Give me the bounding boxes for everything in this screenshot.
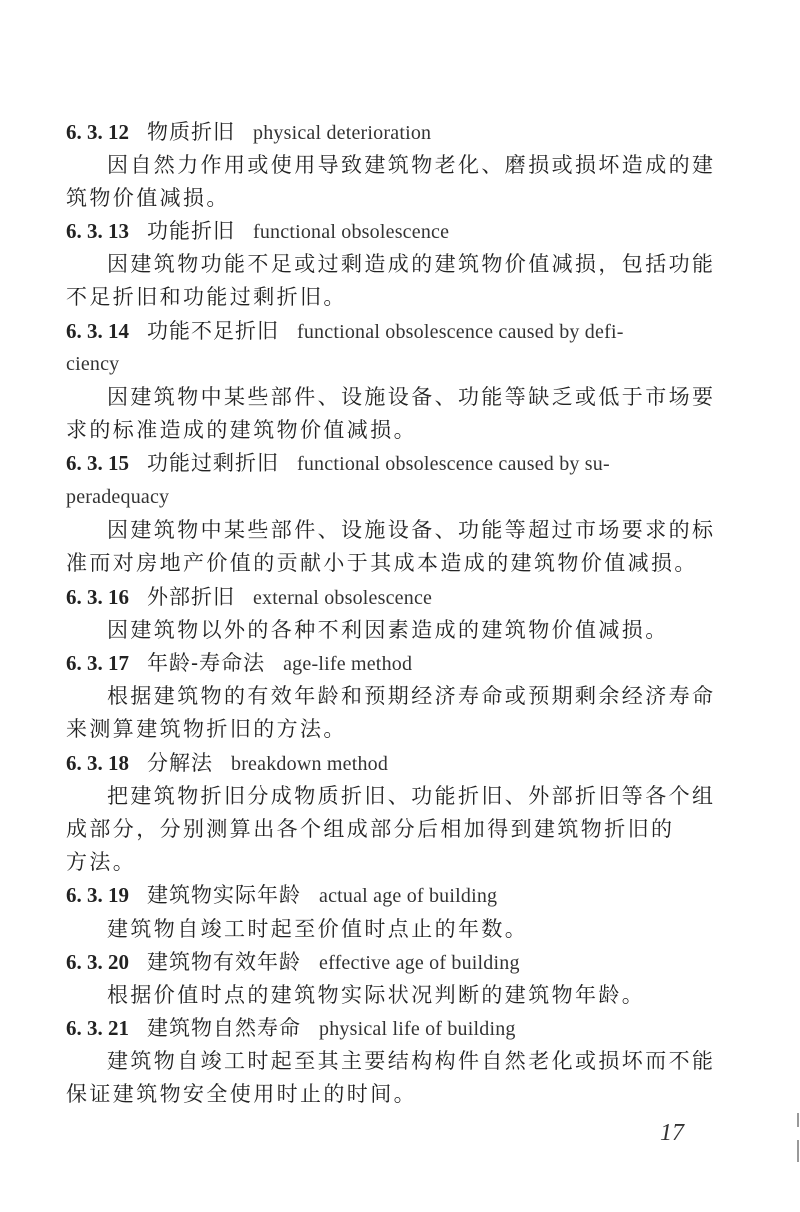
term-chinese: 建筑物自然寿命: [147, 1016, 301, 1040]
term-english: age-life method: [283, 653, 413, 675]
term-chinese: 建筑物实际年龄: [147, 883, 301, 907]
term-number: 6. 3. 16: [66, 585, 129, 609]
term-heading-6-3-12: [66, 116, 736, 149]
term-heading-6-3-18: [66, 747, 736, 780]
term-number: 6. 3. 14: [66, 319, 129, 343]
definition-line: 筑物价值减损。: [66, 186, 230, 210]
definition-line: 因自然力作用或使用导致建筑物老化、磨损或损坏造成的建: [107, 153, 716, 177]
definition-line: 因建筑物中某些部件、设施设备、功能等超过市场要求的标: [107, 518, 716, 542]
term-number: 6. 3. 18: [66, 751, 129, 775]
term-english: external obsolescence: [253, 587, 433, 609]
term-chinese: 功能折旧: [147, 219, 235, 243]
term-chinese: 功能过剩折旧: [147, 451, 279, 475]
term-heading-6-3-17: [66, 647, 736, 680]
definition-line: 求的标准造成的建筑物价值减损。: [66, 418, 417, 442]
term-number: 6. 3. 20: [66, 950, 129, 974]
term-chinese: 建筑物有效年龄: [147, 950, 301, 974]
term-number: 6. 3. 21: [66, 1016, 129, 1040]
term-number: 6. 3. 19: [66, 883, 129, 907]
definition-line: 准而对房地产价值的贡献小于其成本造成的建筑物价值减损。: [66, 551, 698, 575]
term-number: 6. 3. 17: [66, 651, 129, 675]
definition-line: 因建筑物功能不足或过剩造成的建筑物价值减损，包括功能: [107, 252, 716, 276]
term-number: 6. 3. 12: [66, 120, 129, 144]
term-chinese: 物质折旧: [147, 120, 235, 144]
term-heading-6-3-13: [66, 215, 736, 248]
definition-line: 建筑物自竣工时起至价值时点止的年数。: [107, 917, 529, 941]
term-chinese: 外部折旧: [147, 585, 235, 609]
term-chinese: 分解法: [147, 751, 213, 775]
page-edge-mark: [797, 1113, 799, 1127]
term-chinese: 功能不足折旧: [147, 319, 279, 343]
term-english: effective age of building: [319, 952, 520, 974]
term-heading-6-3-16: [66, 581, 736, 614]
term-english: physical deterioration: [253, 122, 432, 144]
term-heading-6-3-21: [66, 1012, 736, 1045]
definition-line: 方法。: [66, 850, 137, 874]
term-english-continuation: ciency: [66, 353, 120, 375]
term-english: functional obsolescence caused by defi-: [297, 321, 624, 343]
definition-line: 不足折旧和功能过剩折旧。: [66, 285, 347, 309]
term-heading-6-3-15: [66, 447, 736, 480]
term-number: 6. 3. 13: [66, 219, 129, 243]
term-heading-6-3-14: [66, 315, 736, 348]
page-number: 17: [660, 1120, 684, 1146]
term-english: actual age of building: [319, 885, 498, 907]
definition-line: 成部分，分别测算出各个组成部分后相加得到建筑物折旧的: [66, 817, 675, 841]
term-heading-6-3-20: [66, 946, 736, 979]
term-number: 6. 3. 15: [66, 451, 129, 475]
term-english: functional obsolescence: [253, 221, 450, 243]
term-chinese: 年龄-寿命法: [147, 651, 266, 675]
term-heading-6-3-19: [66, 879, 736, 912]
page-edge-mark: [797, 1140, 799, 1162]
term-english: physical life of building: [319, 1018, 516, 1040]
definition-line: 把建筑物折旧分成物质折旧、功能折旧、外部折旧等各个组: [107, 784, 716, 808]
definition-line: 保证建筑物安全使用时止的时间。: [66, 1082, 417, 1106]
definition-line: 根据建筑物的有效年龄和预期经济寿命或预期剩余经济寿命: [107, 684, 716, 708]
definition-line: 因建筑物中某些部件、设施设备、功能等缺乏或低于市场要: [107, 385, 716, 409]
term-english: breakdown method: [231, 753, 389, 775]
definition-line: 根据价值时点的建筑物实际状况判断的建筑物年龄。: [107, 983, 646, 1007]
definition-line: 因建筑物以外的各种不利因素造成的建筑物价值减损。: [107, 618, 669, 642]
term-english: functional obsolescence caused by su-: [297, 453, 610, 475]
definition-line: 建筑物自竣工时起至其主要结构构件自然老化或损坏而不能: [107, 1049, 716, 1073]
definition-line: 来测算建筑物折旧的方法。: [66, 717, 347, 741]
term-english-continuation: peradequacy: [66, 486, 170, 508]
